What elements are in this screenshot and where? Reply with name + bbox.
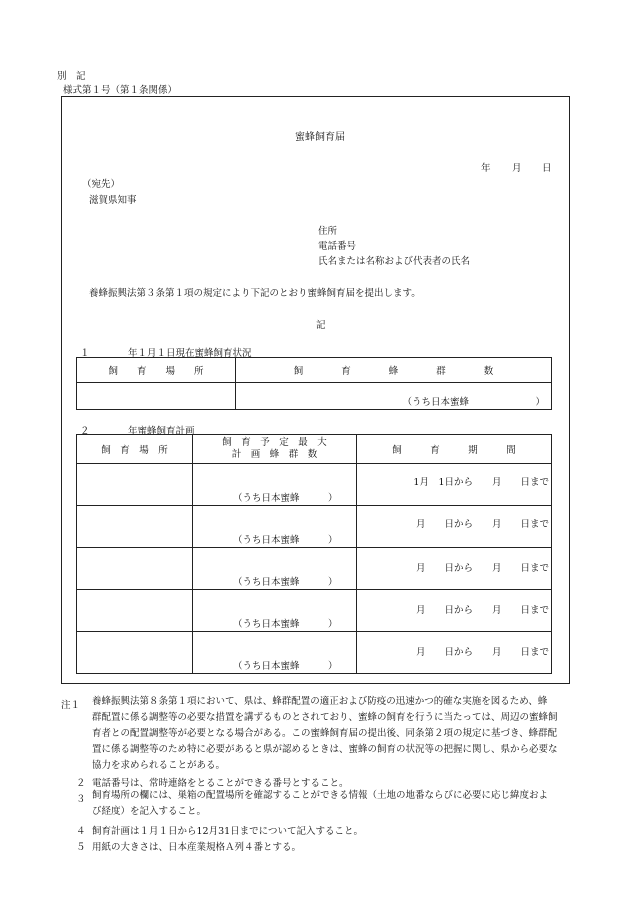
plan-period-cell[interactable] (357, 464, 552, 506)
date-year-label: 年 (481, 163, 491, 174)
section1-location-cell[interactable] (77, 383, 236, 410)
addressee: 滋賀県知事 (89, 195, 137, 206)
section2-table (76, 434, 552, 674)
section2-header-max-line1: 飼 育 予 定 最 大 (222, 437, 327, 448)
section2-title: 年蜜蜂飼育計画 (128, 426, 195, 437)
section2-header-location: 飼 育 場 所 (77, 435, 193, 464)
plan-period-cell[interactable] (357, 548, 552, 590)
plan-japanese-bee-note: （うち日本蜜蜂 ） (233, 661, 338, 672)
note3-line: 飼育場所の欄には、巣箱の配置場所を確認することができる情報（土地の地番ならびに必要に応じ緯度およ (92, 790, 549, 801)
section2-header-period: 飼 育 期 間 (357, 435, 552, 464)
plan-colonies-cell[interactable] (193, 632, 357, 674)
plan-japanese-bee-note: （うち日本蜜蜂 ） (233, 493, 338, 504)
section1-header-colonies: 飼 育 蜂 群 数 (236, 358, 552, 383)
note3-line: び経度）を記入すること。 (92, 806, 207, 817)
plan-period-cell[interactable] (357, 506, 552, 548)
note3 (92, 788, 622, 820)
betsuki-label: 別 記 (57, 71, 86, 82)
section1-colonies-cell[interactable] (236, 383, 552, 410)
note4-label: ４ (76, 826, 86, 837)
note2-label: ２ (76, 778, 86, 789)
form-title: 蜜蜂飼育届 (295, 132, 345, 143)
note1-line: 協力を求められることがある。 (92, 760, 226, 771)
applicant-name-label: 氏名または名称および代表者の氏名 (318, 256, 471, 267)
plan-location-cell[interactable] (77, 632, 193, 674)
plan-colonies-cell[interactable] (193, 548, 357, 590)
section1-header-location: 飼 育 場 所 (77, 358, 236, 383)
plan-period-cell[interactable] (357, 590, 552, 632)
note3-label: ３ (76, 794, 86, 805)
section1-japanese-bee-note: （うち日本蜜蜂 ） (402, 397, 545, 408)
note2: 電話番号は、常時連絡をとることができる番号とすること。 (92, 778, 349, 789)
plan-japanese-bee-note: （うち日本蜜蜂 ） (233, 577, 338, 588)
note1 (92, 694, 622, 774)
date-day-label: 日 (542, 163, 552, 174)
plan-location-cell[interactable] (77, 548, 193, 590)
plan-japanese-bee-note: （うち日本蜜蜂 ） (233, 619, 338, 630)
form-number: 様式第１号（第１条関係） (63, 85, 178, 96)
section1-title: 年１月１日現在蜜蜂飼育状況 (128, 348, 252, 359)
section1-table (76, 357, 552, 410)
addressee-prefix: （宛先） (82, 179, 121, 190)
plan-period-text: 月 日から 月 日まで (415, 605, 549, 616)
note1-line: 養蜂振興法第８条第１項において、県は、蜂群配置の適正および防疫の迅速かつ的確な実施を図るため、蜂 (92, 696, 548, 707)
plan-colonies-cell[interactable] (193, 464, 357, 506)
section2-number: ２ (80, 426, 90, 437)
note1-label: 注１ (61, 700, 81, 711)
plan-period-cell[interactable] (357, 632, 552, 674)
section2-header-max-colonies (193, 435, 357, 464)
section2-header-max-line2: 計 画 蜂 群 数 (231, 449, 318, 460)
plan-location-cell[interactable] (77, 590, 193, 632)
applicant-phone-label: 電話番号 (318, 241, 357, 252)
note5: 用紙の大きさは、日本産業規格Ａ列４番とする。 (92, 842, 302, 853)
plan-colonies-cell[interactable] (193, 590, 357, 632)
plan-location-cell[interactable] (77, 506, 193, 548)
ki-label: 記 (316, 320, 326, 331)
statement: 養蜂振興法第３条第１項の規定により下記のとおり蜜蜂飼育届を提出します。 (89, 288, 421, 299)
plan-period-text: 月 日から 月 日まで (415, 519, 549, 530)
plan-period-text: 1月 1日から 月 日まで (413, 477, 549, 488)
plan-period-text: 月 日から 月 日まで (415, 563, 549, 574)
note1-line: 置に係る調整等のため特に必要があると県が認めるときは、蜜蜂の飼育の状況等の把握に関し、県から必要な (92, 744, 558, 755)
section1-number: １ (80, 348, 90, 359)
plan-japanese-bee-note: （うち日本蜜蜂 ） (233, 535, 338, 546)
date-month-label: 月 (512, 163, 522, 174)
plan-period-text: 月 日から 月 日まで (415, 647, 549, 658)
note1-line: 育者との配置調整等が必要となる場合がある。この蜜蜂飼育届の提出後、同条第２項の規定に基づき、蜂群配 (92, 728, 558, 739)
plan-colonies-cell[interactable] (193, 506, 357, 548)
plan-location-cell[interactable] (77, 464, 193, 506)
applicant-address-label: 住所 (318, 226, 338, 237)
note5-label: ５ (76, 842, 86, 853)
note4: 飼育計画は１月１日から12月31日までについて記入すること。 (92, 826, 363, 837)
note1-line: 群配置に係る調整等の必要な措置を講ずるものとされており、蜜蜂の飼育を行うに当たっては、周辺の蜜蜂飼 (92, 712, 558, 723)
